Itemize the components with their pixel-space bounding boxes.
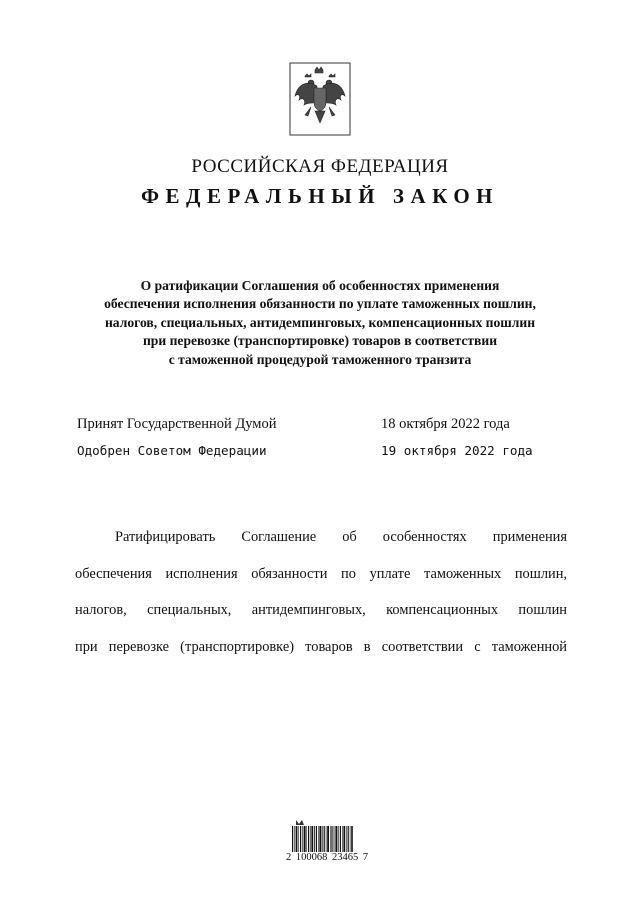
title-line: налогов, специальных, антидемпинговых, компенсационных пошлин (104, 314, 536, 330)
document-type-heading: ФЕДЕРАЛЬНЫЙ ЗАКОН (141, 184, 499, 208)
body-line: при перевозке (транспортировке) товаров в соответствии с таможенной (75, 638, 567, 655)
approved-date: 19 октября 2022 года (381, 443, 533, 458)
title-line: при перевозке (транспортировке) товаров в соответствии (142, 333, 498, 349)
title-line: с таможенной процедурой таможенного транзита (168, 351, 472, 367)
russian-coat-of-arms-icon (289, 62, 351, 136)
title-line: обеспечения исполнения обязанности по уплате таможенных пошлин, (104, 296, 536, 312)
title-line: О ратификации Соглашения об особенностях применения (140, 278, 500, 293)
body-line: налогов, специальных, антидемпинговых, компенсационных пошлин (75, 602, 567, 618)
approved-label: Одобрен Советом Федерации (77, 443, 267, 458)
country-name: РОССИЙСКАЯ ФЕДЕРАЦИЯ (191, 156, 449, 177)
body-line: обеспечения исполнения обязанности по уплате таможенных пошлин, (75, 565, 567, 582)
adopted-date: 18 октября 2022 года (381, 416, 510, 432)
law-title (40, 277, 600, 369)
adopted-label: Принят Государственной Думой (77, 416, 277, 432)
body-line: Ратифицировать Соглашение об особенностях применения (115, 529, 567, 545)
barcode-number: 2 100068 23465 7 (286, 852, 369, 863)
barcode-icon (292, 818, 354, 852)
body-paragraph (75, 519, 567, 665)
